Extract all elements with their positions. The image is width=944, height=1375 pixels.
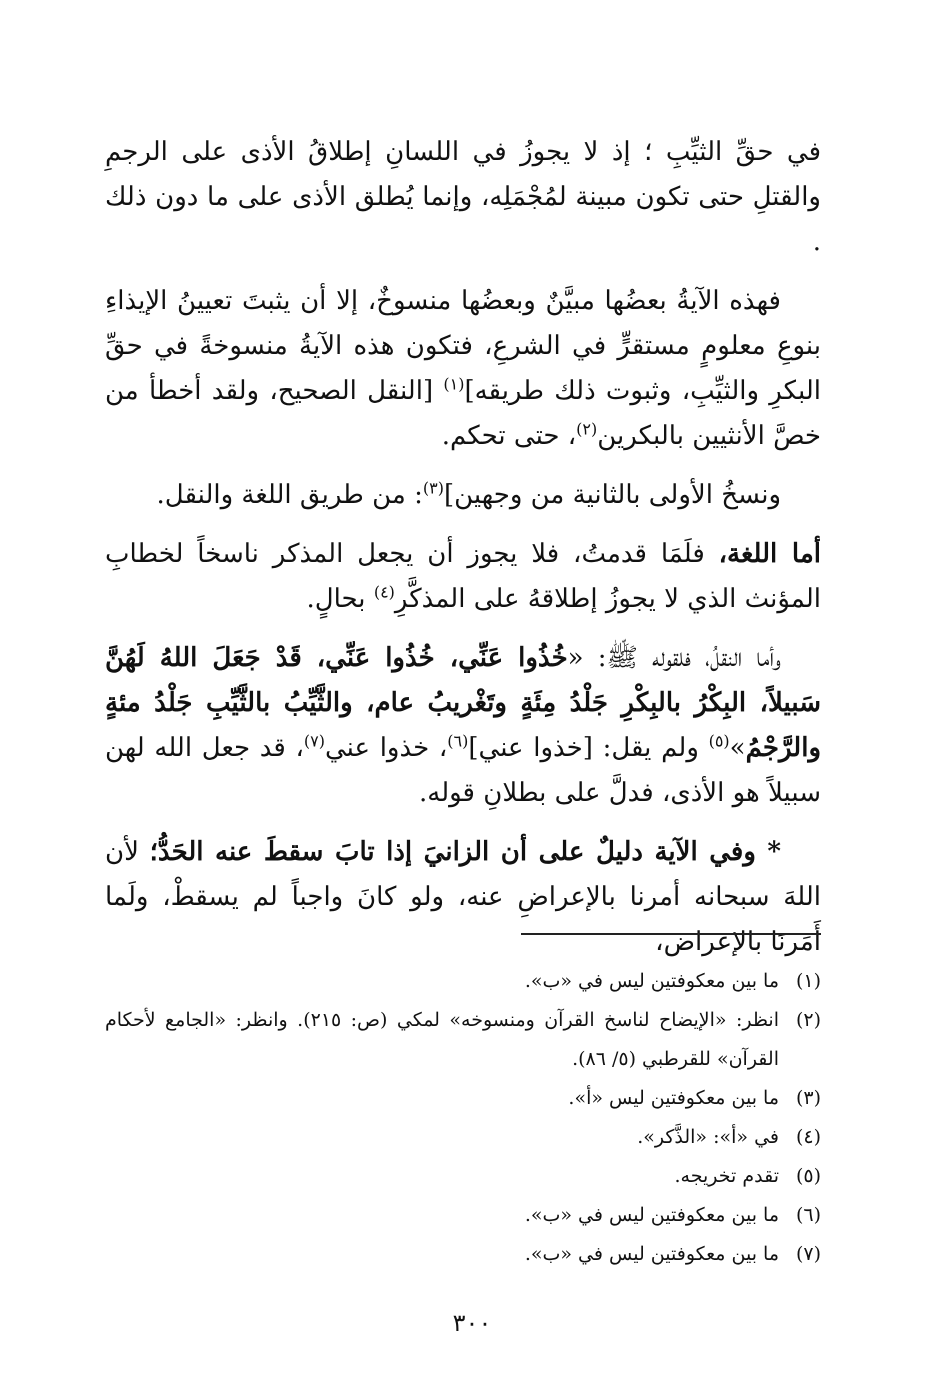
paragraph-4-lead: أما اللغة، <box>718 539 821 569</box>
paragraph-1 <box>105 130 821 265</box>
footnote-ref-6: (٦) <box>447 731 469 751</box>
footnote-ref-2: (٢) <box>576 419 598 439</box>
footnote-text: انظر: «الإيضاح لناسخ القرآن ومنسوخه» لمكي (ص: ٢١٥). وانظر: «الجامع لأحكام القرآن» للقرطبي (٥/ ٨٦). <box>105 1009 779 1070</box>
footnote-text: في «أ»: «الذَّكر». <box>637 1126 779 1148</box>
footnote-ref-1: (١) <box>443 374 465 394</box>
footnote-text: ما بين معكوفتين ليس في «ب». <box>524 1243 779 1265</box>
paragraph-6-heading: * وفي الآية دليلٌ على أن الزانيَ إذا تابَ سقطَ عنه الحَدُّ؛ <box>149 837 782 867</box>
footnote-number: (٣) <box>795 1087 821 1109</box>
footnote-text: ما بين معكوفتين ليس في «ب». <box>524 970 779 992</box>
paragraph-5-text-end: ، قد جعل الله لهن سبيلاً هو الأذى، فدلَّ على بطلانِ قوله. <box>105 733 821 808</box>
paragraph-2-text-end: ، حتى تحكم. <box>441 421 577 451</box>
paragraph-4 <box>105 532 821 622</box>
paragraph-5-text-cont: ولم يقل: [خذوا عني] <box>468 733 709 763</box>
footnote-ref-7: (٧) <box>303 731 325 751</box>
paragraph-5-quote-close: » <box>729 733 746 763</box>
paragraph-5-text: وأما النقلُ، فلقوله ﷺ: « <box>567 643 781 673</box>
footnote-item <box>105 1079 821 1118</box>
footnote-number: (٤) <box>795 1126 821 1148</box>
paragraph-3 <box>105 473 821 518</box>
footnote-number: (٧) <box>795 1243 821 1265</box>
footnote-item <box>105 1235 821 1274</box>
footnote-text: تقدم تخريجه. <box>674 1165 779 1187</box>
paragraph-3-text: ونسخُ الأولى بالثانية من وجهين] <box>443 480 781 510</box>
paragraph-5 <box>105 636 821 816</box>
footnote-number: (٢) <box>795 1009 821 1031</box>
footnote-item <box>105 1157 821 1196</box>
paragraph-4-text-cont: بحالٍ. <box>306 584 374 614</box>
footnote-text: ما بين معكوفتين ليس في «ب». <box>524 1204 779 1226</box>
paragraph-6 <box>105 830 821 965</box>
footnote-ref-5: (٥) <box>708 731 730 751</box>
footnote-ref-4: (٤) <box>373 582 395 602</box>
paragraph-2-text: فهذه الآيةُ بعضُها مبيَّنٌ وبعضُها منسوخٌ، إلا أن يثبتَ تعيينُ الإيذاءِ بنوعِ معلومٍ مستقرٍّ في الشرعِ، فتكون هذه الآيةُ منسوخةً في حقِّ البكرِ والثيِّبِ، وثبوت ذلك طريقه] <box>105 286 821 406</box>
footnote-number: (٥) <box>795 1165 821 1187</box>
footnote-item <box>105 1001 821 1079</box>
footnotes <box>105 962 821 1274</box>
paragraph-3-text-cont: : من طريق اللغة والنقل. <box>156 480 423 510</box>
footnote-number: (٦) <box>795 1204 821 1226</box>
footnote-text: ما بين معكوفتين ليس «أ». <box>568 1087 779 1109</box>
paragraph-1-text: في حقِّ الثيِّبِ ؛ إذ لا يجوزُ في اللسانِ إطلاقُ الأذى على الرجمِ والقتلِ حتى تكون مبينة لمُجْمَلِه، وإنما يُطلق الأذى على ما دون ذلك . <box>105 137 821 257</box>
paragraph-2-text-cont: [النقل الصحيح، ولقد أخطأ من خصَّ الأنثيين بالبكرين <box>105 376 821 451</box>
footnote-item <box>105 962 821 1001</box>
footnote-separator <box>521 933 821 935</box>
footnote-item <box>105 1118 821 1157</box>
page-number: ٣٠٠ <box>452 1309 492 1337</box>
footnote-item <box>105 1196 821 1235</box>
paragraph-5-text-cont2: ، خذوا عني <box>325 733 448 763</box>
footnote-ref-3: (٣) <box>422 478 444 498</box>
paragraph-2 <box>105 279 821 459</box>
paragraph-6-text: لأن اللهَ سبحانه أمرنا بالإعراضِ عنه، ولو كانَ واجباً لم يسقطْ، ولَما أَمَرنَا بالإعراض، <box>105 837 821 957</box>
paragraph-4-text: فلَمَا قدمتُ، فلا يجوز أن يجعل المذكر ناسخاً لخطابِ المؤنث الذي لا يجوزُ إطلاقهُ على المذكَّرِ <box>105 539 821 614</box>
footnote-number: (١) <box>795 970 821 992</box>
hadith-text: خُذُوا عَنِّي، خُذُوا عَنِّي، قَدْ جَعَلَ اللهُ لَهُنَّ سَبيلاً، البِكْرُ بالبِكْرِ جَلْدُ مِئَةٍ وتَغْريبُ عام، والثَّيِّبُ بالثَّيِّبِ جَلْدُ مئةٍ والرَّجْمُ <box>105 643 822 763</box>
main-text <box>105 130 821 979</box>
